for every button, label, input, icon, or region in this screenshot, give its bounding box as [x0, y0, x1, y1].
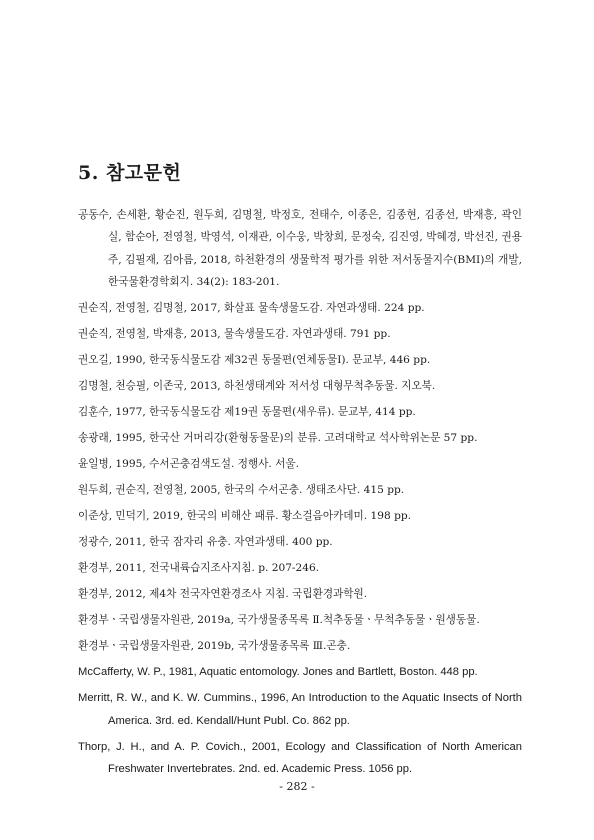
reference-item: 환경부, 2012, 제4차 전국자연환경조사 지침. 국립환경과학원. [78, 588, 368, 601]
reference-item: 송광래, 1995, 한국산 거머리강(환형동물문)의 분류. 고려대학교 석사학위논문 57 pp. [78, 432, 478, 445]
reference-item: 환경부, 2011, 전국내륙습지조사지침. p. 207-246. [78, 562, 320, 575]
reference-item: 이준상, 민덕기, 2019, 한국의 비해산 패류. 황소걸음아카데미. 198 pp. [78, 510, 412, 523]
reference-item: 김명철, 천승필, 이존국, 2013, 하천생태계와 저서성 대형무척추동물. 지오북. [78, 380, 436, 393]
reference-item: Merritt, R. W., and K. W. Cummins., 1996, An Introduction to the Aquatic Insects of North America. 3rd. ed. Kendall/Hunt Publ. Co. 862 pp. [78, 692, 522, 727]
reference-item: 정광수, 2011, 한국 잠자리 유충. 자연과생태. 400 pp. [78, 536, 333, 549]
reference-item: 공동수, 손세환, 황순진, 원두희, 김명철, 박정호, 전태수, 이종은, 김종현, 김종선, 박재흥, 곽인실, 함순아, 전영철, 박영석, 이재관, 이수웅, 박창희, 문정숙, 김진영, 박혜경, 박선진, 권용주, 김필재, 김아름, 2018, 하천환경의 생물학적 평가를 위한 저서동물지수(BMI)의 개발, 한국물환경학회지. 34(2): 183-201. [78, 209, 522, 289]
section-title: 5. 참고문헌 [78, 162, 182, 184]
reference-item: 김훈수, 1977, 한국동식물도감 제19권 동물편(새우류). 문교부, 414 pp. [78, 406, 416, 419]
reference-item: 윤일병, 1995, 수서곤충검색도설. 정행사. 서울. [78, 458, 300, 471]
page-number: - 282 - [279, 780, 315, 793]
reference-item: 권오길, 1990, 한국동식물도감 제32권 동물편(연체동물Ⅰ). 문교부, 446 pp. [78, 354, 431, 367]
reference-item: McCafferty, W. P., 1981, Aquatic entomology. Jones and Bartlett, Boston. 448 pp. [78, 666, 478, 679]
reference-item: 환경부ㆍ국립생물자원관, 2019b, 국가생물종목록 Ⅲ.곤충. [78, 640, 351, 653]
reference-item: Thorp, J. H., and A. P. Covich., 2001, Ecology and Classification of North American Freshwater Invertebrates. 2nd. ed. Academic Press. 1056 pp. [78, 740, 522, 776]
reference-item: 원두희, 권순직, 전영철, 2005, 한국의 수서곤충. 생태조사단. 415 pp. [78, 484, 405, 497]
reference-item: 권순직, 전영철, 박재흥, 2013, 물속생물도감. 자연과생태. 791 pp. [78, 328, 391, 341]
reference-list [78, 204, 522, 784]
reference-item: 환경부ㆍ국립생물자원관, 2019a, 국가생물종목록 Ⅱ.척추동물ㆍ무척추동물ㆍ원생동물. [78, 614, 480, 627]
reference-item: 권순직, 전영철, 김명철, 2017, 화살표 물속생물도감. 자연과생태. 224 pp. [78, 302, 425, 315]
